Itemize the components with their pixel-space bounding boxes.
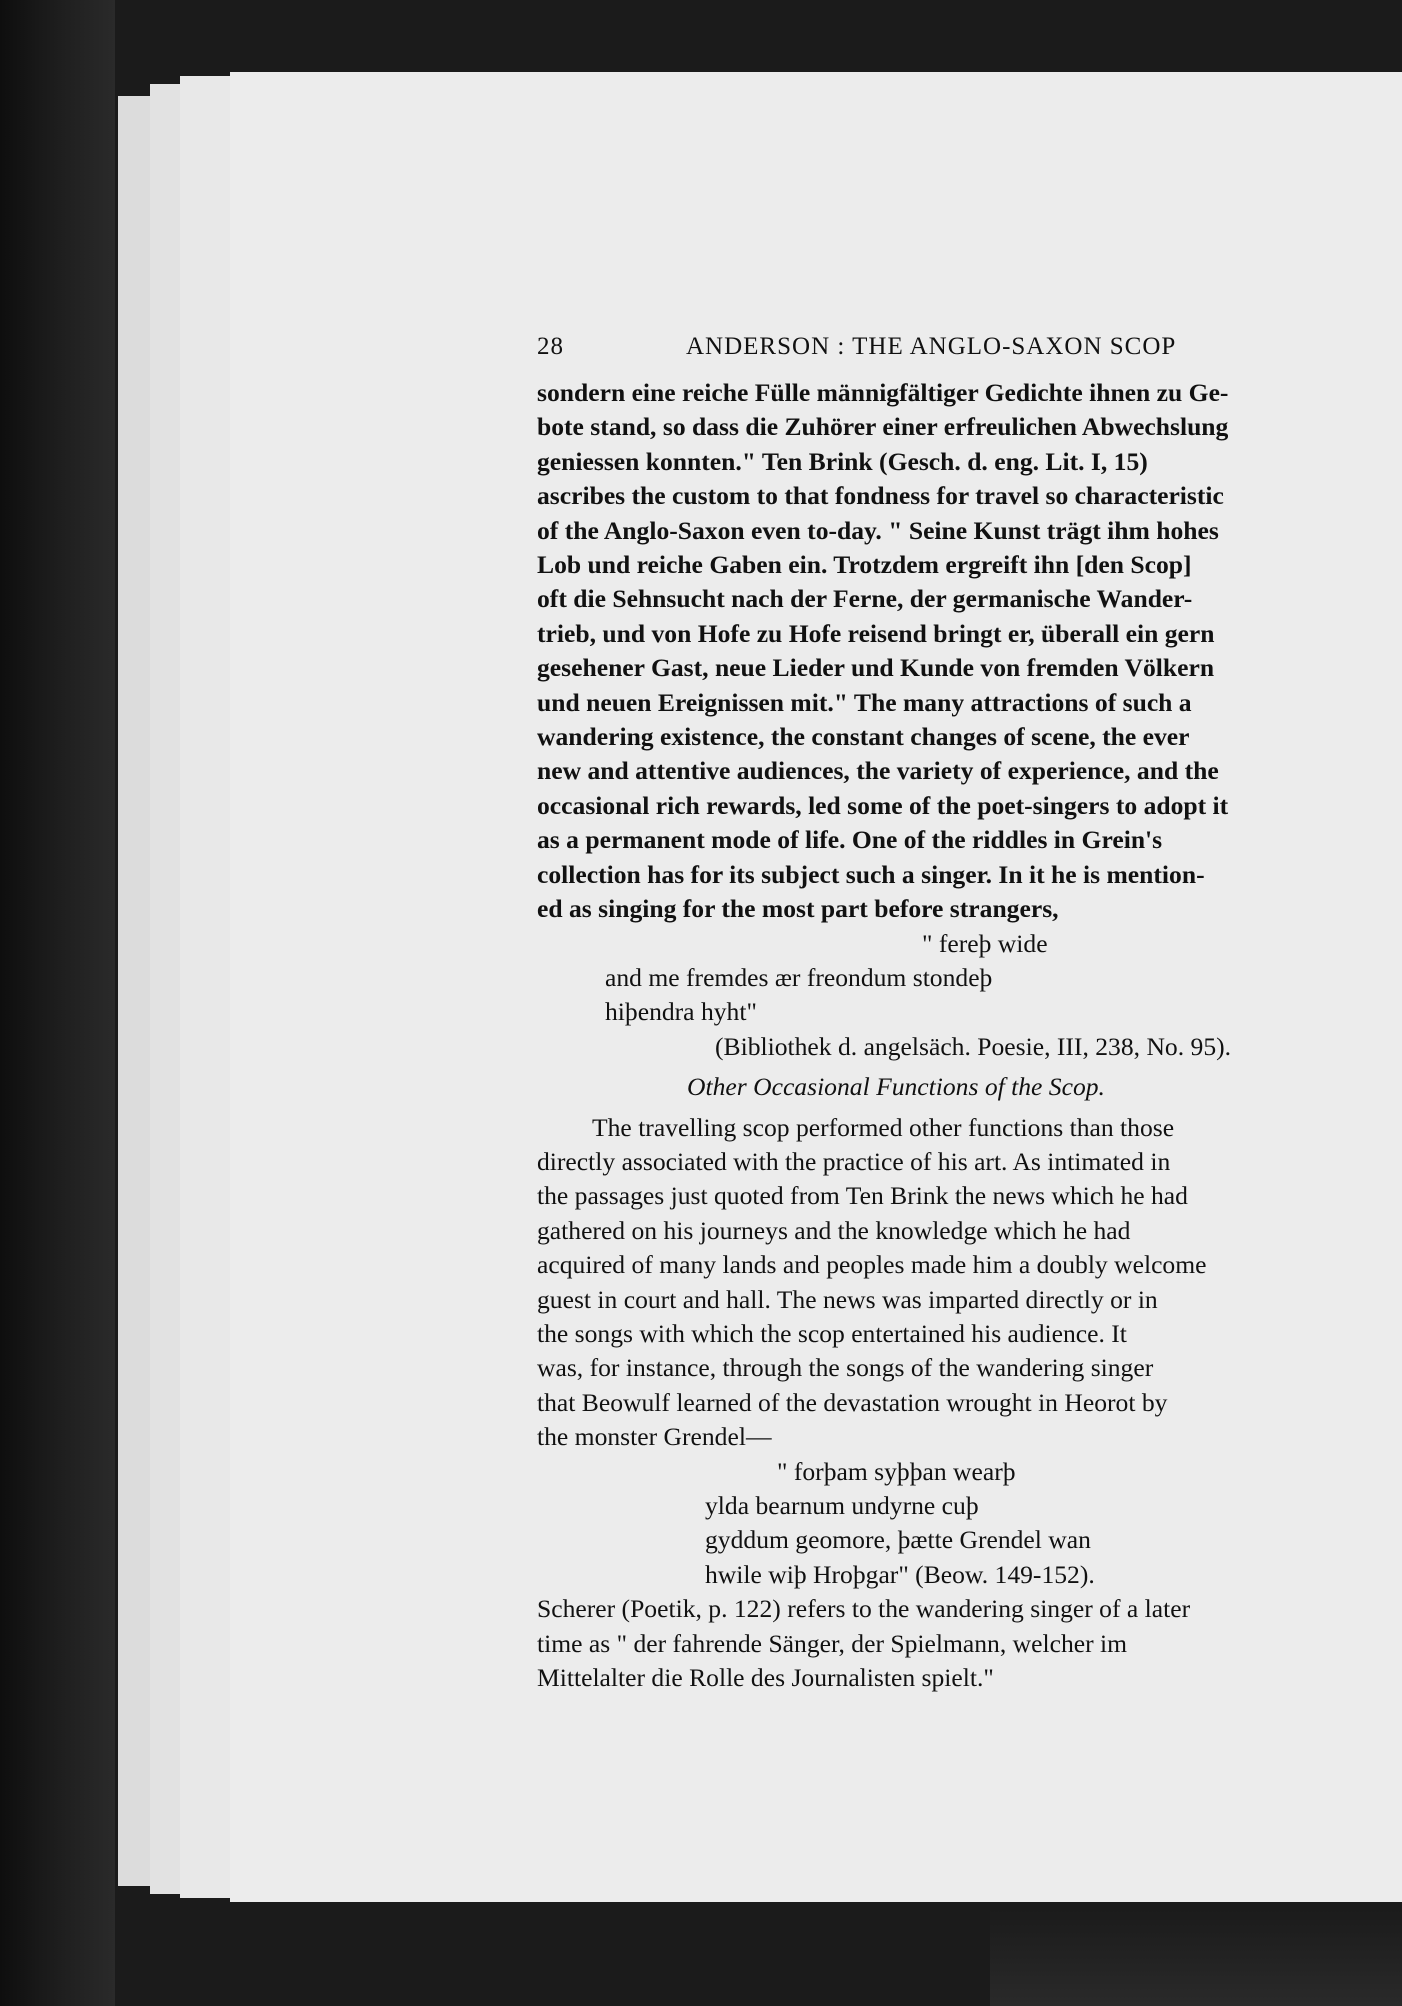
text-line: new and attentive audiences, the variety of experience, and the xyxy=(537,756,1219,786)
verse-line: " fereþ wide xyxy=(922,928,1048,958)
text-line: that Beowulf learned of the devastation wrought in Heorot by xyxy=(537,1387,1168,1417)
text-line: ed as singing for the most part before strangers, xyxy=(537,894,1059,924)
text-line: ascribes the custom to that fondness for travel so characteristic xyxy=(537,481,1224,511)
paragraph-1 xyxy=(537,376,1342,927)
scan-shadow xyxy=(990,1910,1402,2006)
verse-quote-2 xyxy=(537,1455,1342,1593)
text-line: the songs with which the scop entertained his audience. It xyxy=(537,1318,1127,1348)
text-line: occasional rich rewards, led some of the poet-singers to adopt it xyxy=(537,790,1229,820)
text-line: The travelling scop performed other functions than those xyxy=(592,1112,1175,1142)
text-line: wandering existence, the constant changes of scene, the ever xyxy=(537,722,1190,752)
text-line: was, for instance, through the songs of the wandering singer xyxy=(537,1353,1154,1383)
citation: (Bibliothek d. angelsäch. Poesie, III, 238, No. 95). xyxy=(715,1031,1232,1061)
text-line: oft die Sehnsucht nach der Ferne, der germanische Wander- xyxy=(537,584,1193,614)
text-line: collection has for its subject such a singer. In it he is mention- xyxy=(537,859,1205,889)
text-line: und neuen Ereignissen mit." The many attractions of such a xyxy=(537,687,1192,717)
verse-line: hiþendra hyht" xyxy=(605,997,757,1027)
verse-line: gyddum geomore, þætte Grendel wan xyxy=(705,1525,1091,1555)
verse-quote-1 xyxy=(537,927,1342,1030)
text-line: Mittelalter die Rolle des Journalisten spielt." xyxy=(537,1663,994,1693)
paragraph-2 xyxy=(537,1111,1342,1455)
text-line: the monster Grendel— xyxy=(537,1422,772,1452)
text-line: guest in court and hall. The news was imparted directly or in xyxy=(537,1284,1158,1314)
text-line: of the Anglo-Saxon even to-day. " Seine Kunst trägt ihm hohes xyxy=(537,515,1219,545)
paragraph-3 xyxy=(537,1592,1342,1695)
text-line: trieb, und von Hofe zu Hofe reisend bringt er, überall ein gern xyxy=(537,618,1215,648)
text-line: Scherer (Poetik, p. 122) refers to the wandering singer of a later xyxy=(537,1594,1191,1624)
text-line: as a permanent mode of life. One of the riddles in Grein's xyxy=(537,825,1163,855)
book-spine-shadow xyxy=(0,0,115,2006)
page-number: 28 xyxy=(537,333,564,360)
text-line: time as " der fahrende Sänger, der Spielmann, welcher im xyxy=(537,1628,1128,1658)
text-line: the passages just quoted from Ten Brink the news which he had xyxy=(537,1181,1188,1211)
verse-line: ylda bearnum undyrne cuþ xyxy=(705,1491,979,1520)
text-line: gathered on his journeys and the knowledge which he had xyxy=(537,1215,1131,1245)
running-head xyxy=(537,330,1342,376)
verse-line: " forþam syþþan wearþ xyxy=(777,1456,1016,1486)
text-line: sondern eine reiche Fülle männigfältiger Gedichte ihnen zu Ge- xyxy=(537,378,1229,407)
text-line: acquired of many lands and peoples made him a doubly welcome xyxy=(537,1250,1207,1280)
running-title: ANDERSON : THE ANGLO-SAXON SCOP xyxy=(686,333,1177,360)
text-line: bote stand, so dass die Zuhörer einer erfreulichen Abwechslung xyxy=(537,412,1229,442)
text-line: directly associated with the practice of his art. As intimated in xyxy=(537,1146,1171,1176)
text-line: gesehener Gast, neue Lieder und Kunde von fremden Völkern xyxy=(537,653,1215,683)
section-heading: Other Occasional Functions of the Scop. xyxy=(687,1072,1105,1102)
verse-line: hwile wiþ Hroþgar" (Beow. 149-152). xyxy=(705,1559,1095,1589)
text-line: geniessen konnten." Ten Brink (Gesch. d. eng. Lit. I, 15) xyxy=(537,446,1148,476)
verse-line: and me fremdes ær freondum stondeþ xyxy=(605,962,993,992)
page-content xyxy=(537,330,1342,1695)
text-line: Lob und reiche Gaben ein. Trotzdem ergreift ihn [den Scop] xyxy=(537,550,1192,580)
